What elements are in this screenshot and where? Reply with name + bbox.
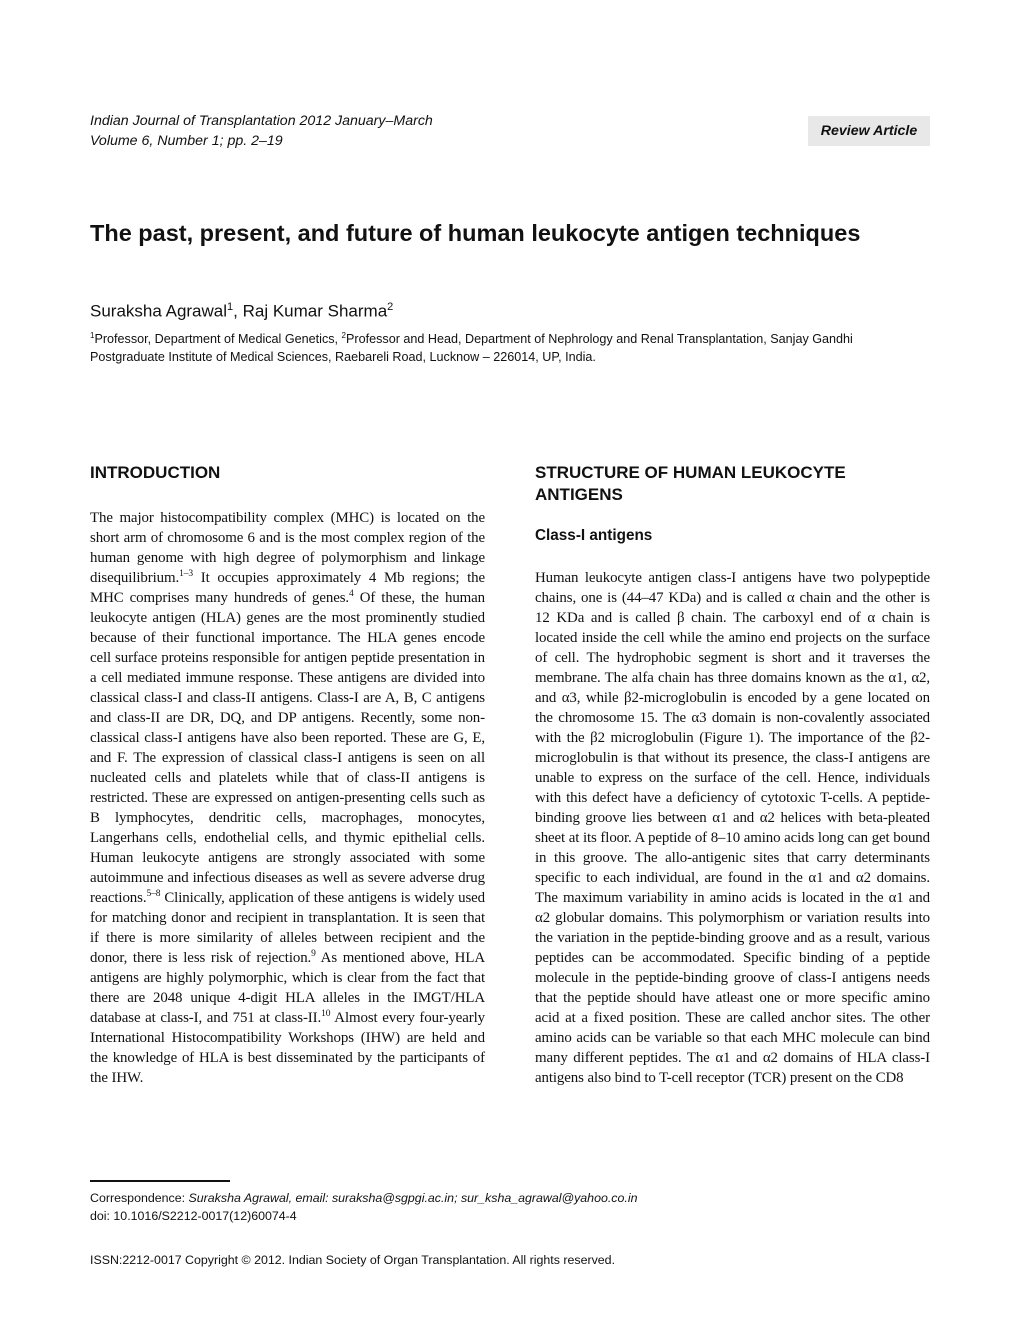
correspondence-details[interactable]: Suraksha Agrawal, email: suraksha@sgpgi.ac.in; sur_ksha_agrawal@yahoo.co.in	[188, 1191, 638, 1205]
affiliation-marker: 1	[90, 331, 95, 340]
affiliation-marker: 2	[341, 331, 346, 340]
body-text: As mentioned above, HLA antigens are highly polymorphic, which is clear from the fact that there are 2048 unique 4-digit HLA alleles in the IMGT/HLA database at class-I, and 751 at class-II.	[90, 950, 485, 1026]
introduction-paragraph	[90, 508, 485, 1088]
affiliation-marker: 1	[227, 301, 234, 313]
affiliation-marker: 2	[387, 301, 394, 313]
author-separator: ,	[233, 301, 243, 321]
citation-reference[interactable]: 4	[349, 589, 354, 600]
citation-reference[interactable]: 5–8	[146, 889, 161, 900]
citation-reference[interactable]: 1–3	[179, 569, 194, 580]
section-heading-introduction: INTRODUCTION	[90, 463, 221, 482]
body-text: It occupies approximately 4 Mb regions; the MHC comprises many hundreds of genes.	[90, 570, 485, 606]
citation-reference[interactable]: 9	[311, 949, 316, 960]
journal-citation-line1: Indian Journal of Transplantation 2012 January–March	[90, 113, 433, 129]
body-text: Of these, the human leukocyte antigen (HLA) genes are the most prominently studied because of their functional importance. The HLA genes encode cell surface proteins responsible for antigen peptide presentation in a cell mediated immune response. These antigens are divided into classical class-I and class-II antigens. Class-I are A, B, C antigens and class-II are DR, DQ, and DP antigens. Recently, some non-classical class-I antigens have also been reported. These are G, E, and F. The expression of classical class-I antigens is seen on all nucleated cells and platelets while that of class-II antigens is restricted. These are expressed on antigen-presenting cells such as B lymphocytes, dendritic cells, macrophages, monocytes, Langerhans cells, endothelial cells, and thymic epithelial cells. Human leukocyte antigens are strongly associated with some autoimmune and infectious diseases as well as severe adverse drug reactions.	[90, 590, 486, 906]
body-text: Clinically, application of these antigens is widely used for matching donor and recipient in transplantation. It is seen that if there is more similarity of alleles between recipient and the donor, there is less risk of rejection.	[90, 890, 485, 966]
right-column	[535, 462, 930, 1088]
article-title: The past, present, and future of human leukocyte antigen techniques	[90, 220, 861, 246]
article-type-badge: Review Article	[808, 116, 930, 146]
affiliation-text: Professor, Department of Medical Genetics,	[94, 332, 342, 347]
citation-reference[interactable]: 10	[321, 1009, 331, 1020]
subsection-heading-class-i: Class-I antigens	[535, 527, 653, 544]
copyright-line: ISSN:2212-0017 Copyright © 2012. Indian Society of Organ Transplantation. All rights reserved.	[90, 1253, 616, 1267]
body-text: The major histocompatibility complex (MHC) is located on the short arm of chromosome 6 and is the most complex region of the human genome with high degree of polymorphism and linkage disequilibrium.	[90, 510, 485, 586]
footnote-divider	[90, 1180, 230, 1182]
affiliations	[90, 327, 925, 366]
correspondence-label: Correspondence:	[90, 1191, 189, 1205]
author-list	[90, 295, 393, 324]
affiliation-text: Professor and Head, Department of Nephrology and Renal Transplantation, Sanjay Gandhi Postgraduate Institute of Medical Sciences, Raebareli Road, Lucknow – 226014, UP, India.	[90, 332, 853, 365]
class-i-paragraph: Human leukocyte antigen class-I antigens have two polypeptide chains, one is (44–47 KDa) and is called α chain and the other is 12 KDa and is called β chain. The carboxyl end of α chain is located inside the cell while the amino end projects on the surface of cell. The hydrophobic segment is short and it traverses the membrane. The alfa chain has three domains known as the α1, α2, and α3, while β2-microglobulin is encoded by a gene located on the chromosome 15. The α3 domain is non-covalently associated with the β2 microglobulin (Figure 1). The importance of the β2-microglobulin is that without its presence, the class-I antigens are unable to express on the surface of the cell. Hence, individuals with this defect have a deficiency of cytotoxic T-cells. A peptide-binding groove lies between α1 and α2 helices with beta-pleated sheet at its floor. A peptide of 8–10 amino acids long can get bound in this groove. The allo-antigenic sites that carry determinants specific to each individual, are found in the α1 and α2 domains. The maximum variability in amino acids is located in the α1 and α2 globular domains. This polymorphism or variation results into the variation in the peptide-binding groove and as a result, various peptides can be accommodated. Specific binding of a peptide molecule in the peptide-binding groove of class-I antigens needs that the peptide should have atleast one or more specific amino acid at a fixed position. These are called anchor sites. The other amino acids can be variable so that each MHC molecule can bind many different peptides. The α1 and α2 domains of HLA class-I antigens also bind to T-cell receptor (TCR) present on the CD8	[535, 570, 930, 1086]
section-heading-structure: STRUCTURE OF HUMAN LEUKOCYTE ANTIGENS	[535, 463, 846, 504]
journal-citation-line2: Volume 6, Number 1; pp. 2–19	[90, 133, 283, 149]
doi-line[interactable]: doi: 10.1016/S2212-0017(12)60074-4	[90, 1209, 297, 1223]
author-name: Suraksha Agrawal	[90, 301, 228, 321]
body-text: Almost every four-yearly International Histocompatibility Workshops (IHW) are held and the knowledge of HLA is best disseminated by the participants of the IHW.	[90, 1010, 486, 1086]
journal-citation	[90, 111, 433, 151]
left-column	[90, 462, 485, 1088]
author-name: Raj Kumar Sharma	[242, 301, 388, 321]
correspondence-note	[90, 1189, 637, 1207]
